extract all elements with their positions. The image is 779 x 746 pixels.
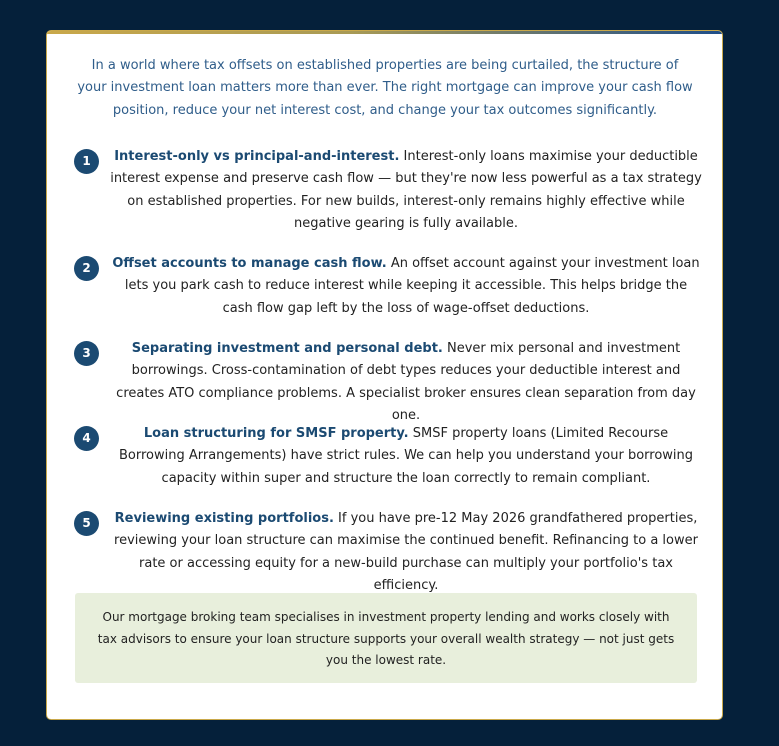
list-item xyxy=(74,253,702,320)
list-item xyxy=(74,423,702,490)
item-title: Loan structuring for SMSF property. xyxy=(143,426,409,441)
item-title: Separating investment and personal debt. xyxy=(131,341,443,356)
item-body: Never mix personal and investment borrowings. Cross-contamination of debt types reduces your deductible interest and creates ATO compliance problems. A specialist broker ensures clean separation from day one. xyxy=(116,341,696,424)
item-title: Reviewing existing portfolios. xyxy=(114,511,334,526)
list-item xyxy=(74,338,702,428)
callout-text: Our mortgage broking team specialises in investment property lending and works closely with tax advisors to ensure your loan structure supports your overall wealth strategy — not just gets you the lowest rate. xyxy=(97,610,675,667)
item-text xyxy=(110,146,702,236)
number-badge: 3 xyxy=(74,341,99,366)
item-text xyxy=(110,423,702,490)
list-item xyxy=(74,146,702,236)
card-accent-bar xyxy=(47,31,722,34)
number-badge: 2 xyxy=(74,256,99,281)
item-text xyxy=(110,253,702,320)
item-body: An offset account against your investment loan lets you park cash to reduce interest while keeping it accessible. This helps bridge the cash flow gap left by the loss of wage-offset deductions. xyxy=(124,256,700,316)
item-text xyxy=(110,508,702,598)
number-badge: 1 xyxy=(74,149,99,174)
item-text xyxy=(110,338,702,428)
item-body: If you have pre-12 May 2026 grandfathered properties, reviewing your loan structure can maximise the continued benefit. Refinancing to a lower rate or accessing equity for a new-build purchase can multiply your portfolio's tax efficiency. xyxy=(114,511,698,594)
item-body: SMSF property loans (Limited Recourse Borrowing Arrangements) have strict rules. We can help you understand your borrowing capacity within super and structure the loan correctly to remain compliant. xyxy=(118,426,694,486)
content-card xyxy=(46,30,723,720)
item-body: Interest-only loans maximise your deductible interest expense and preserve cash flow — but they're now less powerful as a tax strategy on established properties. For new builds, interest-only remains highly effective while negative gearing is fully available. xyxy=(110,149,702,232)
item-title: Interest-only vs principal-and-interest. xyxy=(114,149,400,164)
intro-paragraph: In a world where tax offsets on established properties are being curtailed, the structure of your investment loan matters more than ever. The right mortgage can improve your cash flow position, reduce your net interest cost, and change your tax outcomes significantly. xyxy=(77,58,693,118)
item-title: Offset accounts to manage cash flow. xyxy=(112,256,387,271)
number-badge: 5 xyxy=(74,511,99,536)
number-badge: 4 xyxy=(74,426,99,451)
callout-box xyxy=(75,593,697,683)
list-item xyxy=(74,508,702,598)
